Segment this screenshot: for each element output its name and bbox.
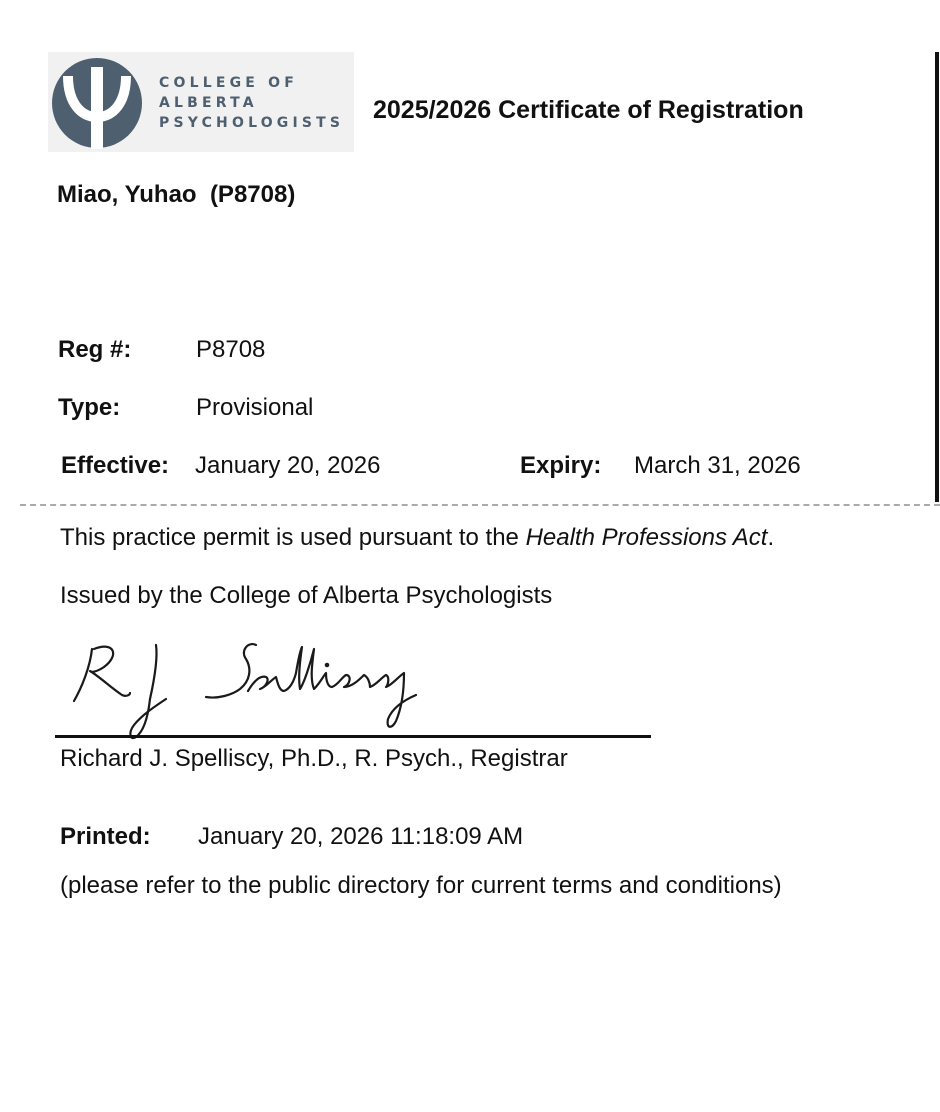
expiry-label: Expiry: [520,452,602,479]
signatory-name-title: Richard J. Spelliscy, Ph.D., R. Psych., Registrar [60,745,568,772]
right-border [935,52,939,502]
logo-text-line-3: PSYCHOLOGISTS [159,115,345,131]
issued-by: Issued by the College of Alberta Psychologists [60,582,553,609]
permit-statement [60,524,774,552]
logo-text-line-2: ALBERTA [159,95,258,111]
expiry-value: March 31, 2026 [634,452,801,479]
registrant-heading [57,181,295,209]
type-value: Provisional [196,394,314,421]
effective-label: Effective: [61,452,170,479]
signature-line [55,735,651,738]
certificate-title: 2025/2026 Certificate of Registration [373,96,804,124]
act-name: Health Professions Act [525,524,768,551]
handwritten-signature [70,637,440,747]
printed-value: January 20, 2026 11:18:09 AM [198,823,524,850]
logo-text-line-1: COLLEGE OF [159,75,298,91]
reg-value: P8708 [196,336,266,363]
printed-label: Printed: [60,823,151,850]
reg-label: Reg #: [58,336,132,363]
terms-note: (please refer to the public directory for current terms and conditions) [60,872,782,899]
dashed-divider [20,504,940,506]
registrant-id: (P8708) [209,181,296,208]
type-label: Type: [58,394,121,421]
psi-icon [51,57,143,149]
permit-suffix: . [767,524,775,551]
registrant-name: Miao, Yuhao [57,181,197,208]
permit-prefix: This practice permit is used pursuant to the [60,524,526,551]
effective-value: January 20, 2026 [195,452,381,479]
